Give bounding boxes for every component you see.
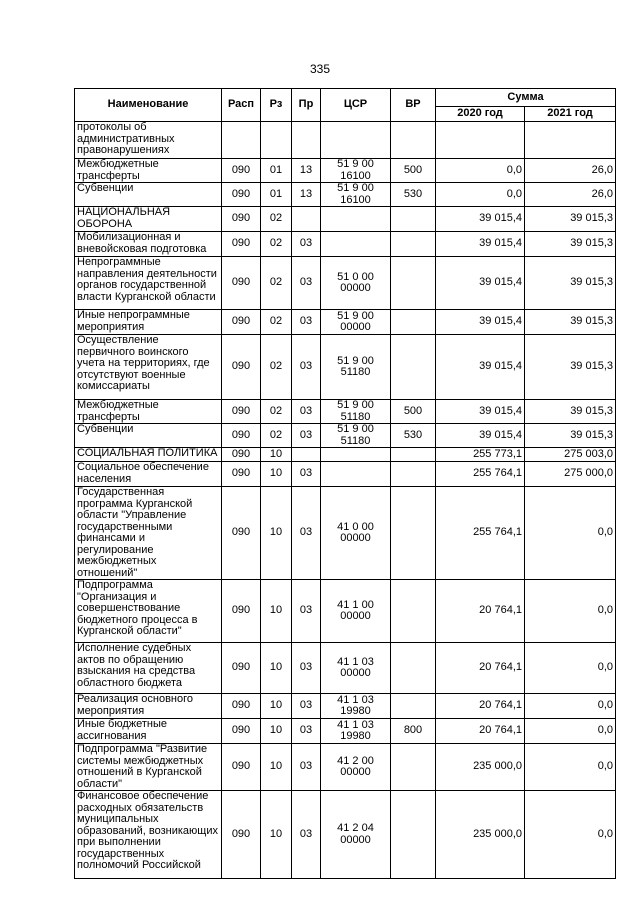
cell-sum-2021: 39 015,3 bbox=[525, 257, 616, 310]
cell-name: Субвенции bbox=[75, 424, 222, 448]
cell-pr: 03 bbox=[292, 232, 321, 257]
cell-vr bbox=[391, 207, 436, 232]
cell-rasp: 090 bbox=[222, 159, 261, 183]
cell-csr bbox=[321, 462, 391, 487]
budget-table bbox=[74, 88, 616, 879]
cell-rasp: 090 bbox=[222, 744, 261, 791]
cell-name: Реализация основного мероприятия bbox=[75, 694, 222, 719]
cell-csr bbox=[321, 122, 391, 159]
cell-csr: 51 9 00 16100 bbox=[321, 159, 391, 183]
cell-sum-2020: 235 000,0 bbox=[436, 791, 525, 879]
cell-name: Иные бюджетные ассигнования bbox=[75, 719, 222, 744]
cell-vr bbox=[391, 257, 436, 310]
cell-rz: 10 bbox=[261, 462, 292, 487]
cell-pr: 13 bbox=[292, 183, 321, 207]
cell-name: СОЦИАЛЬНАЯ ПОЛИТИКА bbox=[75, 448, 222, 462]
table-row bbox=[75, 448, 616, 462]
cell-csr: 41 2 04 00000 bbox=[321, 791, 391, 879]
cell-csr: 51 9 00 51180 bbox=[321, 335, 391, 400]
cell-pr: 03 bbox=[292, 335, 321, 400]
cell-name: протоколы об административных правонарушениях bbox=[75, 122, 222, 159]
cell-rz: 10 bbox=[261, 791, 292, 879]
cell-csr bbox=[321, 232, 391, 257]
cell-rasp: 090 bbox=[222, 335, 261, 400]
cell-csr: 51 9 00 16100 bbox=[321, 183, 391, 207]
cell-sum-2020: 39 015,4 bbox=[436, 257, 525, 310]
header-csr: ЦСР bbox=[321, 89, 391, 122]
cell-sum-2020: 39 015,4 bbox=[436, 400, 525, 424]
cell-rz: 10 bbox=[261, 580, 292, 643]
cell-sum-2021: 0,0 bbox=[525, 719, 616, 744]
cell-pr: 03 bbox=[292, 719, 321, 744]
cell-csr bbox=[321, 448, 391, 462]
table-row bbox=[75, 424, 616, 448]
cell-name: Субвенции bbox=[75, 183, 222, 207]
cell-rasp: 090 bbox=[222, 643, 261, 694]
cell-pr: 03 bbox=[292, 744, 321, 791]
cell-name: Исполнение судебных актов по обращению взыскания на средства областного бюджета bbox=[75, 643, 222, 694]
cell-rz: 01 bbox=[261, 159, 292, 183]
cell-pr: 03 bbox=[292, 424, 321, 448]
cell-sum-2021: 275 000,0 bbox=[525, 462, 616, 487]
table-header bbox=[75, 89, 616, 122]
cell-rasp: 090 bbox=[222, 232, 261, 257]
cell-rz: 10 bbox=[261, 487, 292, 580]
header-vr: ВР bbox=[391, 89, 436, 122]
cell-pr: 03 bbox=[292, 487, 321, 580]
cell-vr bbox=[391, 580, 436, 643]
cell-vr: 530 bbox=[391, 424, 436, 448]
cell-csr: 51 0 00 00000 bbox=[321, 257, 391, 310]
cell-sum-2020: 39 015,4 bbox=[436, 424, 525, 448]
cell-sum-2020: 39 015,4 bbox=[436, 335, 525, 400]
cell-csr: 51 9 00 51180 bbox=[321, 424, 391, 448]
cell-pr bbox=[292, 448, 321, 462]
cell-sum-2020: 255 764,1 bbox=[436, 487, 525, 580]
cell-sum-2020 bbox=[436, 122, 525, 159]
cell-vr bbox=[391, 643, 436, 694]
cell-rz: 01 bbox=[261, 183, 292, 207]
cell-sum-2021: 275 003,0 bbox=[525, 448, 616, 462]
cell-sum-2020: 20 764,1 bbox=[436, 580, 525, 643]
table-row bbox=[75, 744, 616, 791]
cell-sum-2021: 39 015,3 bbox=[525, 310, 616, 335]
header-year-2020: 2020 год bbox=[436, 107, 525, 122]
cell-name: Осуществление первичного воинского учета на территориях, где отсутствуют военные комиссариаты bbox=[75, 335, 222, 400]
table-row bbox=[75, 310, 616, 335]
cell-name: Мобилизационная и вневойсковая подготовка bbox=[75, 232, 222, 257]
table-row bbox=[75, 580, 616, 643]
cell-sum-2020: 0,0 bbox=[436, 183, 525, 207]
cell-rasp: 090 bbox=[222, 791, 261, 879]
cell-rz: 10 bbox=[261, 744, 292, 791]
table-body bbox=[75, 122, 616, 879]
cell-pr: 03 bbox=[292, 400, 321, 424]
table-row bbox=[75, 694, 616, 719]
cell-vr bbox=[391, 744, 436, 791]
cell-rasp: 090 bbox=[222, 448, 261, 462]
cell-name: Подпрограмма "Организация и совершенствование бюджетного процесса в Курганской области" bbox=[75, 580, 222, 643]
cell-sum-2021: 39 015,3 bbox=[525, 424, 616, 448]
cell-sum-2020: 20 764,1 bbox=[436, 643, 525, 694]
cell-sum-2020: 0,0 bbox=[436, 159, 525, 183]
table-row bbox=[75, 462, 616, 487]
cell-rz: 02 bbox=[261, 335, 292, 400]
cell-rz: 02 bbox=[261, 400, 292, 424]
cell-sum-2020: 235 000,0 bbox=[436, 744, 525, 791]
cell-rasp: 090 bbox=[222, 487, 261, 580]
table-row bbox=[75, 183, 616, 207]
cell-vr: 800 bbox=[391, 719, 436, 744]
cell-rz: 10 bbox=[261, 643, 292, 694]
cell-csr: 41 1 03 19980 bbox=[321, 719, 391, 744]
cell-name: Государственная программа Курганской области "Управление государственными финансами и регулирование межбюджетных отношений" bbox=[75, 487, 222, 580]
cell-pr bbox=[292, 122, 321, 159]
cell-sum-2020: 255 773,1 bbox=[436, 448, 525, 462]
cell-name: Непрограммные направления деятельности органов государственной власти Курганской области bbox=[75, 257, 222, 310]
cell-sum-2021: 0,0 bbox=[525, 487, 616, 580]
cell-sum-2020: 39 015,4 bbox=[436, 310, 525, 335]
cell-pr: 03 bbox=[292, 580, 321, 643]
cell-rasp bbox=[222, 122, 261, 159]
cell-csr: 41 1 00 00000 bbox=[321, 580, 391, 643]
header-name: Наименование bbox=[75, 89, 222, 122]
cell-rasp: 090 bbox=[222, 424, 261, 448]
cell-csr: 51 9 00 51180 bbox=[321, 400, 391, 424]
header-year-2021: 2021 год bbox=[525, 107, 616, 122]
cell-vr bbox=[391, 335, 436, 400]
cell-name: Финансовое обеспечение расходных обязательств муниципальных образований, возникающих при выполнении государственных полномочий Российской bbox=[75, 791, 222, 879]
cell-sum-2020: 20 764,1 bbox=[436, 694, 525, 719]
cell-vr bbox=[391, 448, 436, 462]
cell-rz: 02 bbox=[261, 310, 292, 335]
cell-sum-2020: 39 015,4 bbox=[436, 232, 525, 257]
cell-vr bbox=[391, 462, 436, 487]
cell-rz: 02 bbox=[261, 424, 292, 448]
cell-pr bbox=[292, 207, 321, 232]
table-row bbox=[75, 791, 616, 879]
cell-pr: 03 bbox=[292, 791, 321, 879]
cell-rz: 10 bbox=[261, 694, 292, 719]
cell-sum-2021: 0,0 bbox=[525, 580, 616, 643]
cell-rasp: 090 bbox=[222, 462, 261, 487]
cell-sum-2020: 255 764,1 bbox=[436, 462, 525, 487]
cell-vr bbox=[391, 232, 436, 257]
cell-rasp: 090 bbox=[222, 694, 261, 719]
cell-vr: 500 bbox=[391, 400, 436, 424]
cell-pr: 03 bbox=[292, 462, 321, 487]
cell-sum-2021: 0,0 bbox=[525, 643, 616, 694]
cell-csr: 41 1 03 00000 bbox=[321, 643, 391, 694]
cell-rz: 10 bbox=[261, 448, 292, 462]
cell-rasp: 090 bbox=[222, 257, 261, 310]
cell-csr: 41 1 03 19980 bbox=[321, 694, 391, 719]
cell-name: Социальное обеспечение населения bbox=[75, 462, 222, 487]
header-rasp: Расп bbox=[222, 89, 261, 122]
cell-vr bbox=[391, 791, 436, 879]
cell-sum-2021 bbox=[525, 122, 616, 159]
cell-vr: 500 bbox=[391, 159, 436, 183]
cell-csr: 51 9 00 00000 bbox=[321, 310, 391, 335]
table-row bbox=[75, 232, 616, 257]
cell-name: Подпрограмма "Развитие системы межбюджетных отношений в Курганской области" bbox=[75, 744, 222, 791]
cell-sum-2021: 0,0 bbox=[525, 744, 616, 791]
cell-vr bbox=[391, 487, 436, 580]
cell-name: НАЦИОНАЛЬНАЯ ОБОРОНА bbox=[75, 207, 222, 232]
cell-csr: 41 0 00 00000 bbox=[321, 487, 391, 580]
cell-sum-2021: 0,0 bbox=[525, 791, 616, 879]
cell-sum-2021: 39 015,3 bbox=[525, 335, 616, 400]
cell-rz: 02 bbox=[261, 257, 292, 310]
cell-rasp: 090 bbox=[222, 400, 261, 424]
cell-rasp: 090 bbox=[222, 207, 261, 232]
cell-rz: 02 bbox=[261, 207, 292, 232]
cell-vr: 530 bbox=[391, 183, 436, 207]
cell-csr bbox=[321, 207, 391, 232]
cell-name: Межбюджетные трансферты bbox=[75, 400, 222, 424]
table-row bbox=[75, 122, 616, 159]
cell-pr: 03 bbox=[292, 643, 321, 694]
cell-sum-2021: 39 015,3 bbox=[525, 232, 616, 257]
cell-pr: 03 bbox=[292, 694, 321, 719]
cell-vr bbox=[391, 694, 436, 719]
cell-sum-2021: 26,0 bbox=[525, 159, 616, 183]
cell-rasp: 090 bbox=[222, 580, 261, 643]
cell-rasp: 090 bbox=[222, 183, 261, 207]
table-row bbox=[75, 335, 616, 400]
cell-pr: 03 bbox=[292, 310, 321, 335]
cell-rz: 10 bbox=[261, 719, 292, 744]
cell-sum-2020: 20 764,1 bbox=[436, 719, 525, 744]
cell-rz bbox=[261, 122, 292, 159]
table-row bbox=[75, 400, 616, 424]
cell-name: Межбюджетные трансферты bbox=[75, 159, 222, 183]
cell-sum-2021: 39 015,3 bbox=[525, 400, 616, 424]
table-row bbox=[75, 643, 616, 694]
cell-sum-2021: 26,0 bbox=[525, 183, 616, 207]
cell-rasp: 090 bbox=[222, 310, 261, 335]
header-rz: Рз bbox=[261, 89, 292, 122]
cell-csr: 41 2 00 00000 bbox=[321, 744, 391, 791]
cell-sum-2020: 39 015,4 bbox=[436, 207, 525, 232]
cell-pr: 03 bbox=[292, 257, 321, 310]
cell-sum-2021: 0,0 bbox=[525, 694, 616, 719]
header-pr: Пр bbox=[292, 89, 321, 122]
table-row bbox=[75, 159, 616, 183]
page-number: 335 bbox=[309, 62, 331, 76]
table-row bbox=[75, 487, 616, 580]
header-sum: Сумма bbox=[436, 89, 616, 107]
cell-pr: 13 bbox=[292, 159, 321, 183]
cell-rz: 02 bbox=[261, 232, 292, 257]
table-row bbox=[75, 257, 616, 310]
cell-vr bbox=[391, 122, 436, 159]
cell-sum-2021: 39 015,3 bbox=[525, 207, 616, 232]
table-row bbox=[75, 719, 616, 744]
cell-rasp: 090 bbox=[222, 719, 261, 744]
cell-name: Иные непрограммные мероприятия bbox=[75, 310, 222, 335]
cell-vr bbox=[391, 310, 436, 335]
table-row bbox=[75, 207, 616, 232]
